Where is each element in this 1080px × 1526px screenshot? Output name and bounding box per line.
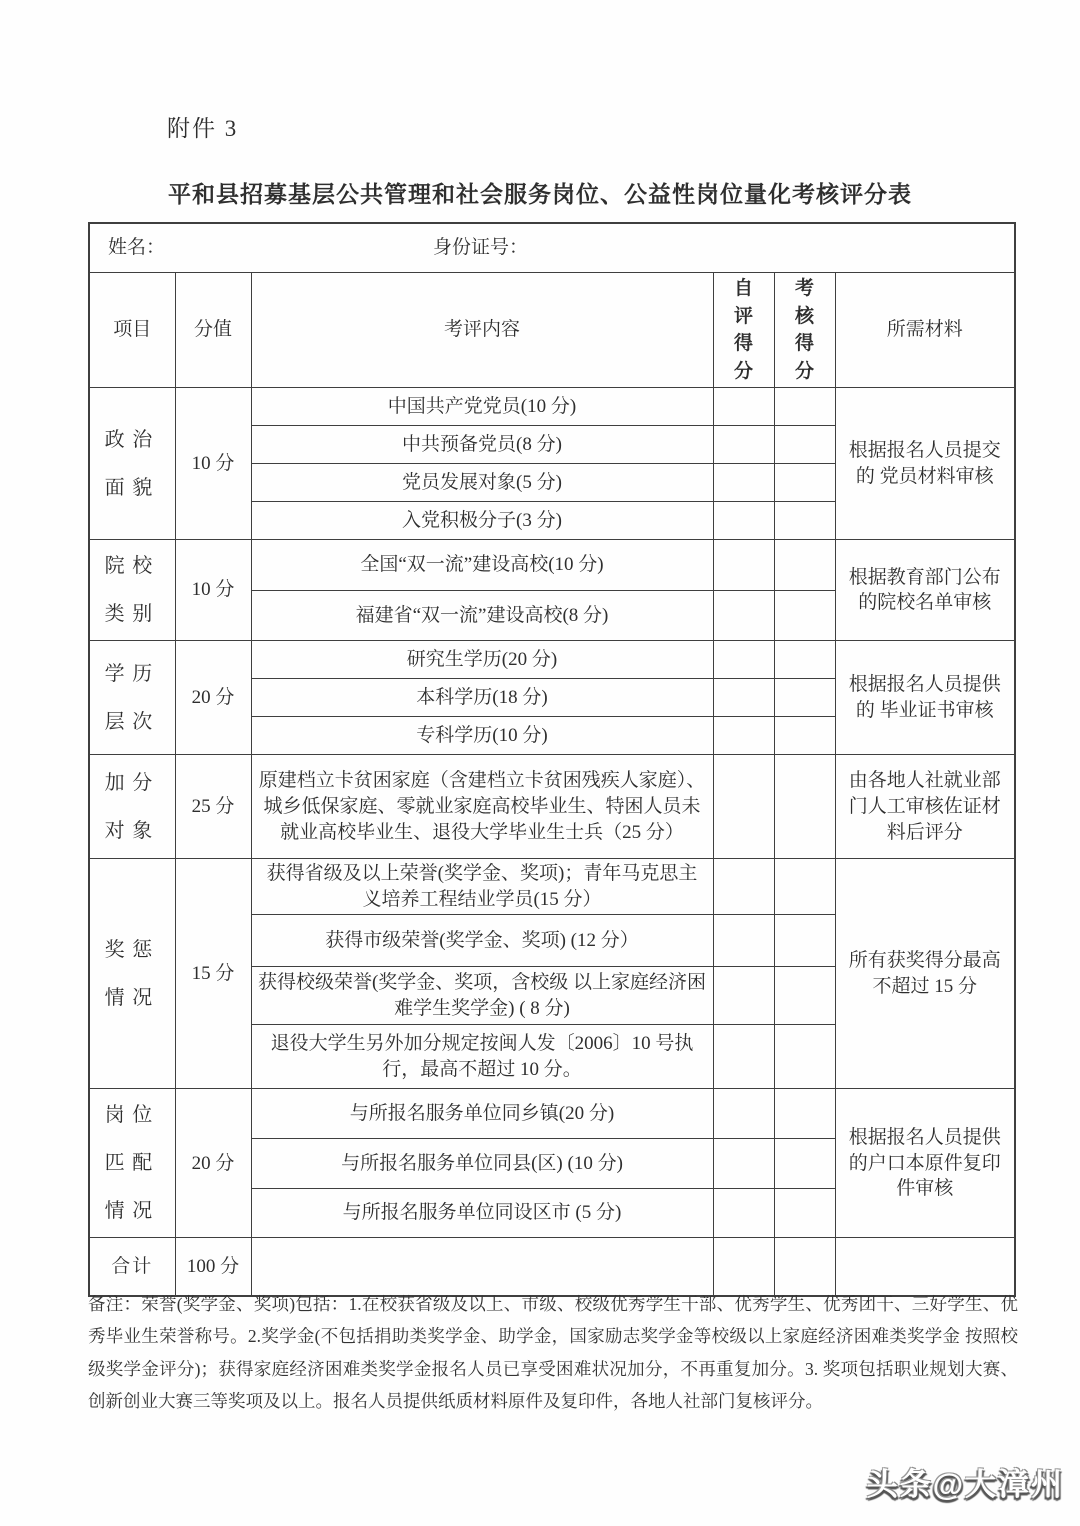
self-score-cell xyxy=(713,1025,774,1089)
review-score-cell xyxy=(774,679,835,717)
table-row xyxy=(89,859,1015,915)
section-item-label: 岗位匹配情况 xyxy=(104,1104,160,1223)
section-item-label: 院校类别 xyxy=(104,555,160,626)
self-score-cell xyxy=(713,717,774,755)
table-row xyxy=(89,641,1015,679)
col-header-self-score xyxy=(713,273,774,388)
review-score-vertical-text: 考核得分 xyxy=(794,278,814,382)
content-cell: 研究生学历(20 分) xyxy=(251,641,713,679)
col-header-review-score xyxy=(774,273,835,388)
materials-cell: 根据教育部门公布的院校名单审核 xyxy=(835,540,1015,641)
review-score-cell xyxy=(774,388,835,426)
content-cell: 专科学历(10 分) xyxy=(251,717,713,755)
table-row xyxy=(89,388,1015,426)
self-score-cell xyxy=(713,967,774,1025)
review-score-cell xyxy=(774,502,835,540)
table-header-row xyxy=(89,273,1015,388)
scoring-table-wrapper xyxy=(88,222,1014,1297)
self-score-cell xyxy=(713,426,774,464)
review-score-cell xyxy=(774,641,835,679)
page-title: 平和县招募基层公共管理和社会服务岗位、公益性岗位量化考核评分表 xyxy=(168,182,912,207)
self-score-cell xyxy=(713,679,774,717)
review-score-cell xyxy=(774,755,835,859)
content-cell: 中国共产党党员(10 分) xyxy=(251,388,713,426)
table-row xyxy=(89,1089,1015,1139)
self-score-cell xyxy=(713,502,774,540)
self-score-cell xyxy=(713,641,774,679)
review-score-cell xyxy=(774,967,835,1025)
section-item-cell xyxy=(89,859,175,1089)
content-cell: 福建省“双一流”建设高校(8 分) xyxy=(251,590,713,641)
name-id-cell xyxy=(89,223,1015,273)
content-cell: 本科学历(18 分) xyxy=(251,679,713,717)
self-score-vertical-text: 自评得分 xyxy=(733,278,753,382)
watermark-text: 头条@大漳州 xyxy=(866,1467,1064,1502)
section-score-cell: 10 分 xyxy=(175,540,251,641)
review-score-cell xyxy=(774,717,835,755)
name-label: 姓名： xyxy=(108,237,166,259)
section-item-label: 政治面貌 xyxy=(104,428,160,499)
content-cell: 退役大学生另外加分规定按闽人发〔2006〕10 号执行，最高不超过 10 分。 xyxy=(251,1025,713,1089)
name-id-row xyxy=(89,223,1015,273)
self-score-cell xyxy=(713,1139,774,1189)
review-score-cell xyxy=(774,1089,835,1139)
content-cell: 原建档立卡贫困家庭（含建档立卡贫困残疾人家庭）、城乡低保家庭、零就业家庭高校毕业生、特困人员未就业高校毕业生、退役大学毕业生士兵（25 分） xyxy=(251,755,713,859)
col-header-score: 分值 xyxy=(175,273,251,388)
self-score-cell xyxy=(713,859,774,915)
content-cell: 与所报名服务单位同乡镇(20 分) xyxy=(251,1089,713,1139)
review-score-cell xyxy=(774,915,835,967)
materials-cell: 根据报名人员提供的户口本原件复印件审核 xyxy=(835,1089,1015,1238)
content-cell: 获得省级及以上荣誉(奖学金、奖项)；青年马克思主义培养工程结业学员(15 分） xyxy=(251,859,713,915)
table-row xyxy=(89,540,1015,591)
section-item-cell xyxy=(89,388,175,540)
section-score-cell: 20 分 xyxy=(175,641,251,755)
review-score-cell xyxy=(774,590,835,641)
section-item-cell xyxy=(89,540,175,641)
scoring-table xyxy=(88,222,1016,1297)
section-item-label: 奖惩情况 xyxy=(104,938,160,1009)
total-score-cell: 100 分 xyxy=(175,1238,251,1296)
content-cell: 与所报名服务单位同设区市 (5 分) xyxy=(251,1188,713,1238)
materials-cell: 所有获奖得分最高不超过 15 分 xyxy=(835,859,1015,1089)
review-score-cell xyxy=(774,540,835,591)
col-header-content: 考评内容 xyxy=(251,273,713,388)
review-score-cell xyxy=(774,1025,835,1089)
content-cell: 获得校级荣誉(奖学金、奖项，含校级 以上家庭经济困难学生奖学金) ( 8 分) xyxy=(251,967,713,1025)
content-cell: 中共预备党员(8 分) xyxy=(251,426,713,464)
section-score-cell: 15 分 xyxy=(175,859,251,1089)
id-number-label: 身份证号： xyxy=(433,237,529,259)
materials-cell: 由各地人社就业部门人工审核佐证材料后评分 xyxy=(835,755,1015,859)
content-cell: 入党积极分子(3 分) xyxy=(251,502,713,540)
materials-cell: 根据报名人员提交的 党员材料审核 xyxy=(835,388,1015,540)
self-score-cell xyxy=(713,755,774,859)
self-score-cell xyxy=(713,1188,774,1238)
content-cell: 全国“双一流”建设高校(10 分) xyxy=(251,540,713,591)
self-score-cell xyxy=(713,1089,774,1139)
attachment-label: 附件 3 xyxy=(167,116,239,141)
review-score-cell xyxy=(774,859,835,915)
content-cell: 党员发展对象(5 分) xyxy=(251,464,713,502)
content-cell: 与所报名服务单位同县(区) (10 分) xyxy=(251,1139,713,1189)
section-score-cell: 10 分 xyxy=(175,388,251,540)
total-label-cell: 合计 xyxy=(89,1238,175,1296)
section-item-cell xyxy=(89,1089,175,1238)
col-header-materials: 所需材料 xyxy=(835,273,1015,388)
self-score-cell xyxy=(713,915,774,967)
section-item-label: 加分对象 xyxy=(104,771,160,842)
notes-text: 备注：荣誉(奖学金、奖项)包括：1.在校获省级及以上、市级、校级优秀学生干部、优秀学生、优秀团干、三好学生、优秀毕业生荣誉称号。2.奖学金(不包括捐助类奖学金、助学金，国家励志奖学金等校级以上家庭经济困难类奖学金 按照校级奖学金评分)；获得家庭经济困难类奖学金报名人员已享受困难状况加分，不再重复加分。3. 奖项包括职业规划大赛、创新创业大赛三等奖项及以上。报名人员提供纸质材料原件及复印件，各地人社部门复核评分。 xyxy=(88,1294,1018,1412)
review-score-cell xyxy=(774,1139,835,1189)
review-score-cell xyxy=(774,1188,835,1238)
section-score-cell: 25 分 xyxy=(175,755,251,859)
section-item-label: 学历层次 xyxy=(104,662,160,733)
table-row xyxy=(89,755,1015,859)
col-header-item: 项目 xyxy=(89,273,175,388)
review-score-cell xyxy=(774,464,835,502)
self-score-cell xyxy=(713,464,774,502)
materials-cell: 根据报名人员提供的 毕业证书审核 xyxy=(835,641,1015,755)
section-score-cell: 20 分 xyxy=(175,1089,251,1238)
content-cell: 获得市级荣誉(奖学金、奖项) (12 分） xyxy=(251,915,713,967)
section-item-cell xyxy=(89,641,175,755)
self-score-cell xyxy=(713,388,774,426)
self-score-cell xyxy=(713,540,774,591)
self-score-cell xyxy=(713,590,774,641)
review-score-cell xyxy=(774,426,835,464)
section-item-cell xyxy=(89,755,175,859)
